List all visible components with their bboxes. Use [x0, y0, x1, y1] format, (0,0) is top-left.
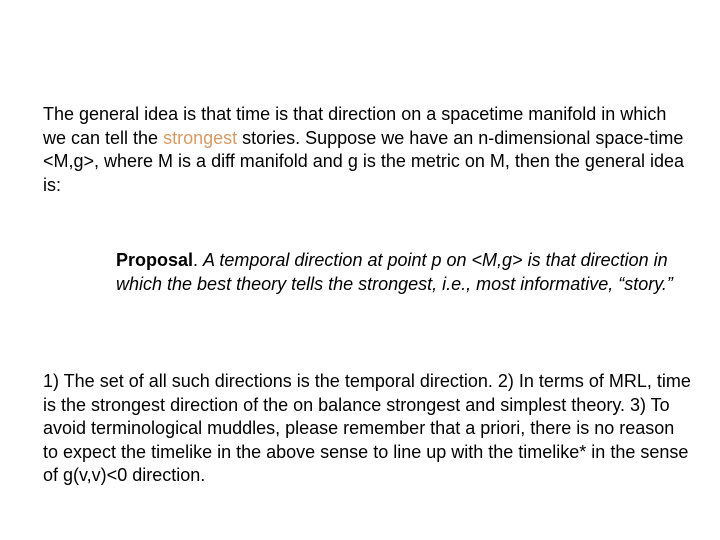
proposal-paragraph [116, 249, 676, 296]
notes-paragraph: 1) The set of all such directions is the temporal direction. 2) In terms of MRL, time is the strongest direction of the on balance strongest and simplest theory. 3) To avoid terminological muddles, please remember that a priori, there is no reason to expect the timelike in the above sense to line up with the timelike* in the sense of g(v,v)<0 direction. [43, 371, 691, 486]
proposal-label: Proposal [116, 250, 194, 270]
intro-text-before: The general idea is that time is that direction on a spacetime manifold in which we can tell the [43, 104, 667, 148]
intro-highlight-word: strongest [163, 127, 238, 148]
intro-paragraph [43, 103, 693, 197]
proposal-text: A temporal direction at point p on <M,g> is that direction in which the best theory tells the strongest, i.e., most informative, “story.” [116, 250, 673, 294]
proposal-separator: . [193, 250, 204, 270]
intro-text-after: stories. Suppose we have an n-dimensional space-time <M,g>, where M is a diff manifold and g is the metric on M, then the general idea is: [43, 127, 685, 195]
